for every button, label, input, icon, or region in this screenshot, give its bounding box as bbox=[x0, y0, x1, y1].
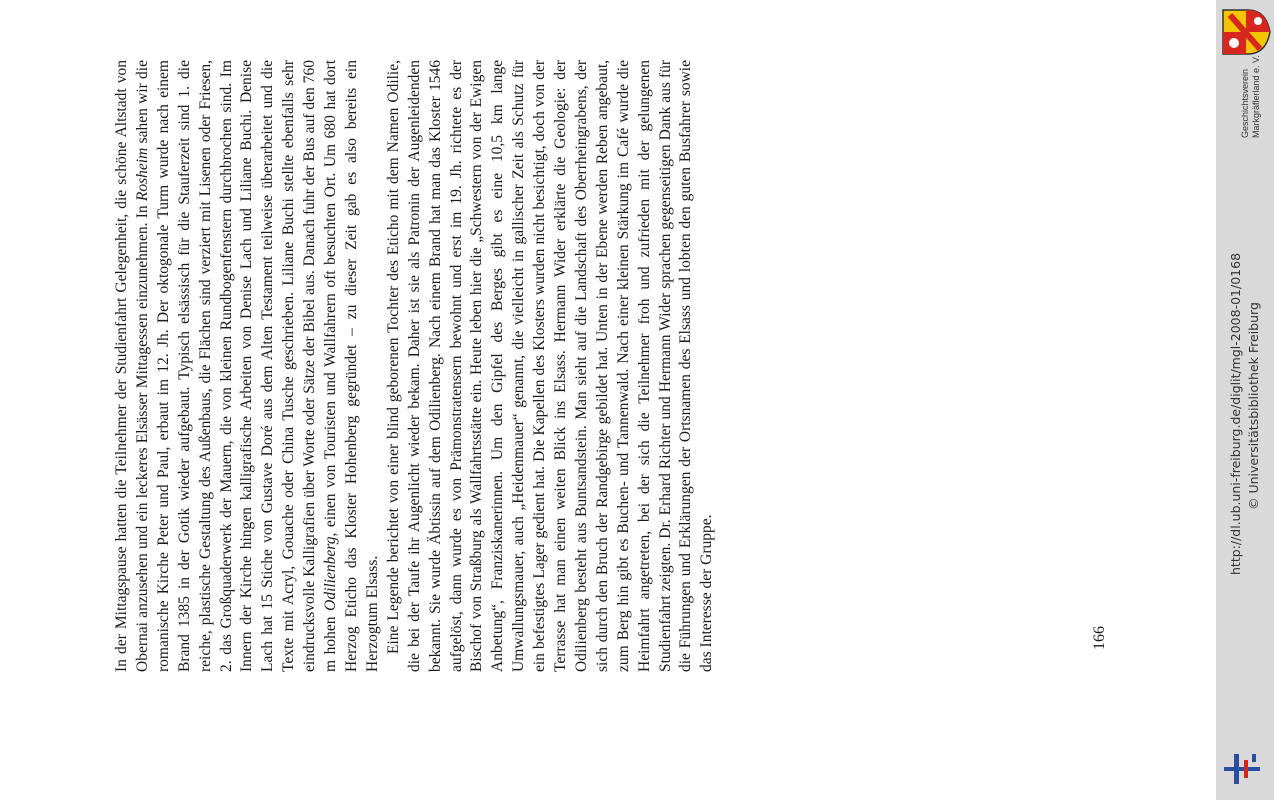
text-run: Eine Legende berichtet von einer blind geborenen Tochter des Eticho mit dem Namen Odilie, die bei der Taufe ihr Augenlicht wieder bekam. Daher ist sie als Patronin der Augenleidenden bekannt. Sie wurde Äbtissin auf dem Odilienberg. Nach einem Brand hat man das Kloster 1546 aufgelöst, dann wurde es von Prämonstratensern bewohnt und erst im 19. Jh. richtete es der Bischof von Straßburg als Wallfahrtsstätte ein. Heute leben hier die „Schwestern von der Ewigen Anbetung“, Franziskanerinnen. Um den Gipfel des Berges gibt es eine 10,5 km lange Umwallungsmauer, auch „Heidenmauer“ genannt, die vielleicht in gallischer Zeit als Schutz für ein befestigtes Lager gedient hat. Die Kapellen des Klosters wurden nicht besichtigt, doch von der Terrasse hat man einen weiten Blick ins Elsass. Hermann Wider erklärte die Geologie: der Odilienberg besteht aus Buntsandstein. Man sieht auf die Landschaft des Oberrheingrabens, der sich durch den Bruch der Randgebirge gebildet hat. Unten in der Ebene werden Reben angebaut, zum Berg hin gibt es Buchen- und Tannenwald. Nach einer kleinen Stärkung im Café wurde die Heimfahrt angetreten, bei der sich die Teilnehmer froh und zufrieden mit der gelungenen Studienfahrt zeigten. Dr. Erhard Richter und Hermann Wider sprachen gegenseitigen Dank aus für die Führungen und Erklärungen der Ortsnamen des Elsass und lobten den guten Busfahrer sowie das Interesse der Gruppe. bbox=[384, 60, 716, 672]
text-run: In der Mittagspause hatten die Teilnehmer der Studienfahrt Gelegenheit, die schöne Altstadt von Obernai anzusehen und ein leckeres Elsässer Mittagessen einzunehmen. In bbox=[113, 60, 151, 672]
ub-freiburg-logo-icon bbox=[1222, 750, 1262, 788]
page-number: 166 bbox=[1091, 626, 1108, 650]
paragraph-2 bbox=[384, 60, 719, 672]
article-body bbox=[112, 60, 718, 672]
italic-place-name: Rosheim bbox=[133, 147, 151, 202]
society-name-line-2: Markgräflerland e. V. bbox=[1250, 55, 1261, 138]
copyright-notice: © Universitätsbibliothek Freiburg bbox=[1246, 302, 1261, 510]
text-run: , einen von Touristen und Wallfahrern oft besuchten Ort. Um 680 hat dort Herzog Eticho das Kloster Hohenberg gegründet – zu dieser Zeit gab es also bereits ein Herzogtum Elsass. bbox=[322, 59, 381, 672]
library-strip bbox=[1216, 0, 1274, 800]
society-name-line-1: Geschichtsverein bbox=[1240, 68, 1250, 138]
text-run: sahen wir die romanische Kirche Peter und Paul, erbaut im 12. Jh. Der oktogonale Turm wurde nach einem Brand 1385 in der Gotik wieder aufgebaut. Typisch elsässisch für die Stauferzeit sind 1. die reiche, plastische Gestaltung des Außenbaus, die Flächen sind verziert mit Lisenen oder Friesen, 2. das Großquaderwerk der Mauern, die von kleinen Rundbogenfenstern durchbrochen sind. Im Innern der Kirche hingen kalligrafische Arbeiten von Denise Lach und Liliane Buchi. Denise Lach hat 15 Stiche von Gustave Doré aus dem Alten Testament teilweise überarbeitet und die Texte mit Acryl, Gouache oder China Tusche geschrieben. Liliane Buchi stellte ebenfalls sehr eindrucksvolle Kalligrafien über Worte oder Sätze der Bibel aus. Danach fuhr der Bus auf den 760 m hohen bbox=[133, 60, 340, 672]
society-name bbox=[1240, 55, 1261, 138]
coat-of-arms-icon bbox=[1220, 7, 1272, 57]
italic-place-name: Odilienberg bbox=[322, 536, 340, 611]
paragraph-1 bbox=[112, 60, 384, 672]
permalink-url[interactable]: http://dl.ub.uni-freiburg.de/diglit/mgl-2008-01/0168 bbox=[1228, 252, 1243, 575]
